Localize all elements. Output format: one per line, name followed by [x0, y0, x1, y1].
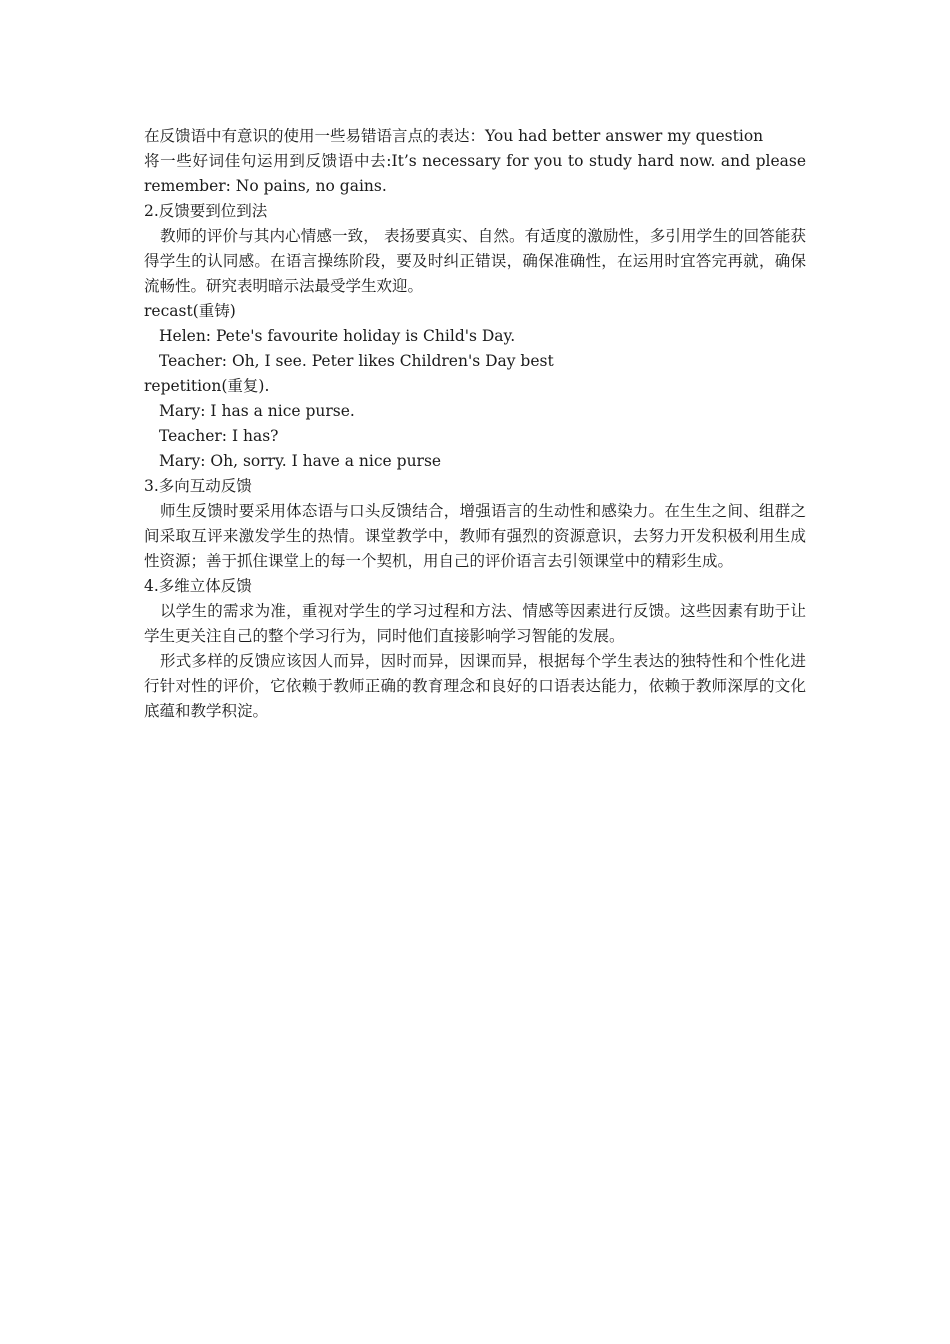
dialog-line-teacher-recast: Teacher: Oh, I see. Peter likes Children's Day best: [159, 352, 554, 370]
heading-recast: recast(重铸): [144, 302, 236, 320]
dialog-line-mary-1: Mary: I has a nice purse.: [159, 402, 355, 420]
heading-section-2: 2.反馈要到位到法: [144, 202, 268, 220]
paragraph-interactive-feedback: 师生反馈时要采用体态语与口头反馈结合，增强语言的生动性和感染力。在生生之间、组群之间采取互评来激发学生的热情。课堂教学中，教师有强烈的资源意识，去努力开发积极利用生成性资源；善于抓住课堂上的每一个契机，用自己的评价语言去引领课堂中的精彩生成。: [144, 502, 806, 570]
heading-section-3: 3.多向互动反馈: [144, 477, 252, 495]
dialog-line-helen: Helen: Pete's favourite holiday is Child's Day.: [159, 327, 516, 345]
paragraph-student-needs: 以学生的需求为准，重视对学生的学习过程和方法、情感等因素进行反馈。这些因素有助于让学生更关注自己的整个学习行为，同时他们直接影响学习智能的发展。: [144, 602, 806, 645]
dialog-line-teacher-repetition: Teacher: I has?: [159, 427, 279, 445]
heading-section-4: 4.多维立体反馈: [144, 577, 252, 595]
paragraph-error-prone-expressions: 在反馈语中有意识的使用一些易错语言点的表达：You had better answer my question: [144, 127, 764, 145]
heading-repetition: repetition(重复).: [144, 377, 270, 395]
dialog-line-mary-2: Mary: Oh, sorry. I have a nice purse: [159, 452, 442, 470]
document-body: [144, 124, 806, 724]
paragraph-no-pains-no-gains: remember: No pains, no gains.: [144, 177, 387, 195]
paragraph-good-sentences: 将一些好词佳句运用到反馈语中去:It’s necessary for you to study hard now. and please: [144, 152, 806, 170]
paragraph-teacher-evaluation: 教师的评价与其内心情感一致， 表扬要真实、自然。有适度的激励性，多引用学生的回答能获得学生的认同感。在语言操练阶段，要及时纠正错误，确保准确性，在运用时宜答完再就，确保流畅性。研究表明暗示法最受学生欢迎。: [144, 227, 806, 295]
paragraph-diverse-feedback: 形式多样的反馈应该因人而异，因时而异，因课而异，根据每个学生表达的独特性和个性化进行针对性的评价，它依赖于教师正确的教育理念和良好的口语表达能力，依赖于教师深厚的文化底蕴和教学积淀。: [144, 652, 806, 720]
